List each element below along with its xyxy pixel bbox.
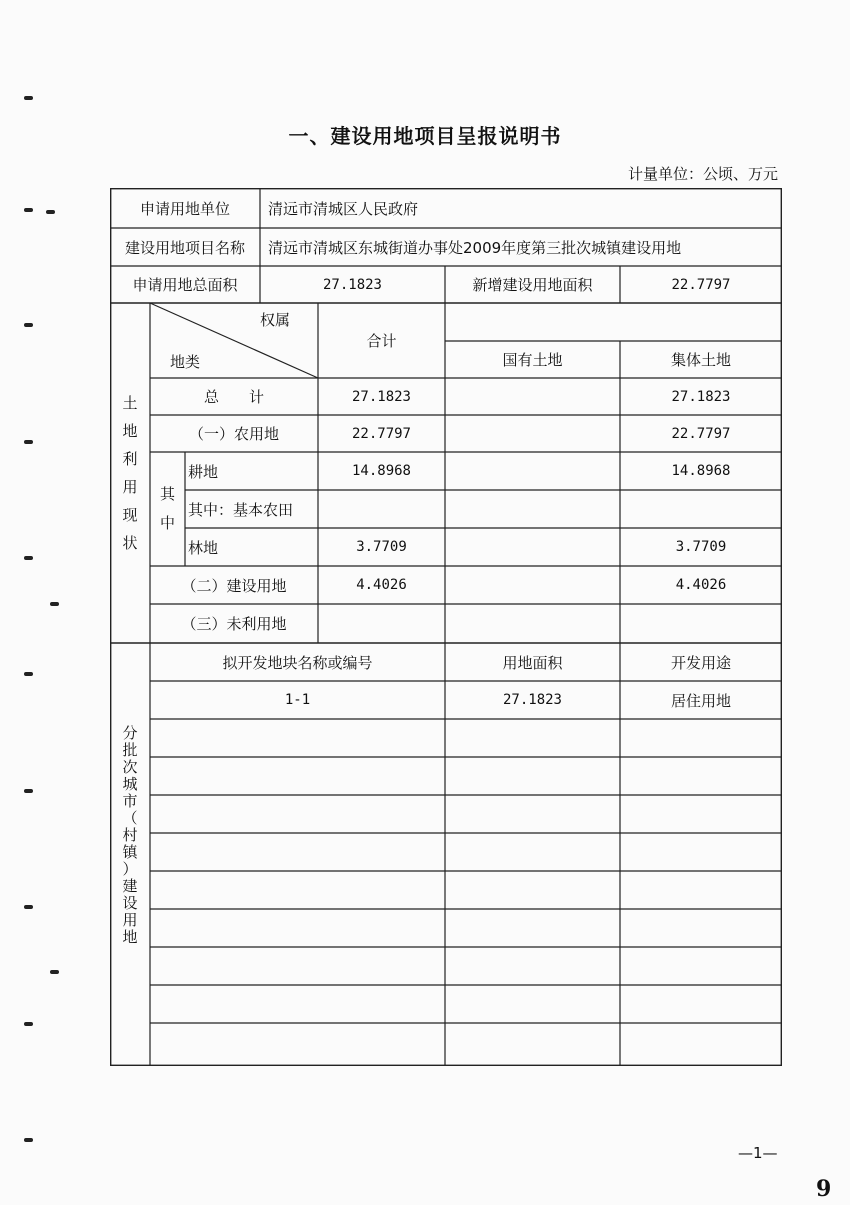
page-number: —1— [738,1144,778,1162]
binding-mark [24,323,33,327]
diag-landtype-label: 地类 [170,352,201,371]
row-cultivated-sum: 14.8968 [351,463,411,479]
binding-mark [24,1138,33,1142]
row-construction-label: （二）建设用地 [181,576,287,595]
batch-row-name: 1-1 [284,692,311,708]
applicant-label: 申请用地单位 [139,199,230,218]
batch-col-name-header: 拟开发地块名称或编号 [222,653,373,672]
binding-mark [24,905,33,909]
binding-mark [24,208,33,212]
binding-mark [24,1022,33,1026]
total-area-label: 申请用地总面积 [132,276,238,294]
binding-mark [24,556,33,560]
row-construction-sum: 4.4026 [356,577,407,593]
row-total-sum: 27.1823 [351,388,411,405]
row-forest-collective: 3.7709 [675,539,727,555]
row-basic-farmland-sum [318,490,445,528]
row-total-collective: 27.1823 [671,388,731,405]
binding-mark [24,789,33,793]
row-unused-label: （三）未利用地 [181,615,287,633]
col-collective-header: 集体土地 [670,351,731,369]
unit-note: 计量单位：公顷、万元 [627,165,778,183]
batch-col-area-header: 用地面积 [502,653,563,672]
row-forest-sum: 3.7709 [356,539,407,555]
project-value: 清远市清城区东城街道办事处2009年度第三批次城镇建设用地 [268,238,682,257]
row-unused-sum [318,604,445,643]
binding-mark [50,970,59,974]
new-area-value: 22.7797 [671,276,731,293]
row-agri-sum: 22.7797 [351,425,411,442]
row-total-label: 总 计 [203,388,264,406]
row-basic-farmland-collective [620,490,782,528]
row-basic-farmland-label: 其中：基本农田 [188,500,294,519]
row-forest-label: 林地 [188,538,219,557]
diag-ownership-label: 权属 [260,310,291,329]
row-construction-state [445,566,620,604]
batch-row-use: 居住用地 [670,691,731,710]
row-agri-state [445,415,620,452]
row-construction-collective: 4.4026 [675,577,727,593]
row-agri-collective: 22.7797 [671,425,731,442]
row-unused-state [445,604,620,643]
binding-mark [24,440,33,444]
land-use-side-label: 土 地 利 用 现 状 [122,393,138,552]
project-label: 建设用地项目名称 [124,238,245,257]
row-basic-farmland-state [445,490,620,528]
batch-row-area: 27.1823 [502,692,562,708]
row-forest-state [445,528,620,566]
batch-col-use-header: 开发用途 [670,653,731,672]
binding-mark [46,210,55,214]
total-area-value: 27.1823 [322,276,382,293]
corner-number: 9 [816,1176,832,1202]
binding-mark [24,672,33,676]
row-unused-collective [620,604,782,643]
new-area-label: 新增建设用地面积 [472,276,593,294]
row-agri-label: （一）农用地 [188,425,279,443]
col-state-header: 国有土地 [502,351,563,369]
page-title: 一、建设用地项目呈报说明书 [288,124,562,148]
land-application-table [110,188,782,1066]
subgroup-side-label: 其 中 [159,485,175,532]
applicant-value: 清远市清城区人民政府 [268,199,419,218]
row-cultivated-state [445,452,620,490]
binding-mark [24,96,33,100]
col-total-header: 合计 [366,332,397,350]
row-cultivated-collective: 14.8968 [671,463,731,479]
binding-mark [50,602,59,606]
row-cultivated-label: 耕地 [188,462,219,481]
batch-side-label: 分 批 次 城 市 （ 村 镇 ） 建 设 用 地 [122,724,138,946]
row-total-state [445,378,620,415]
